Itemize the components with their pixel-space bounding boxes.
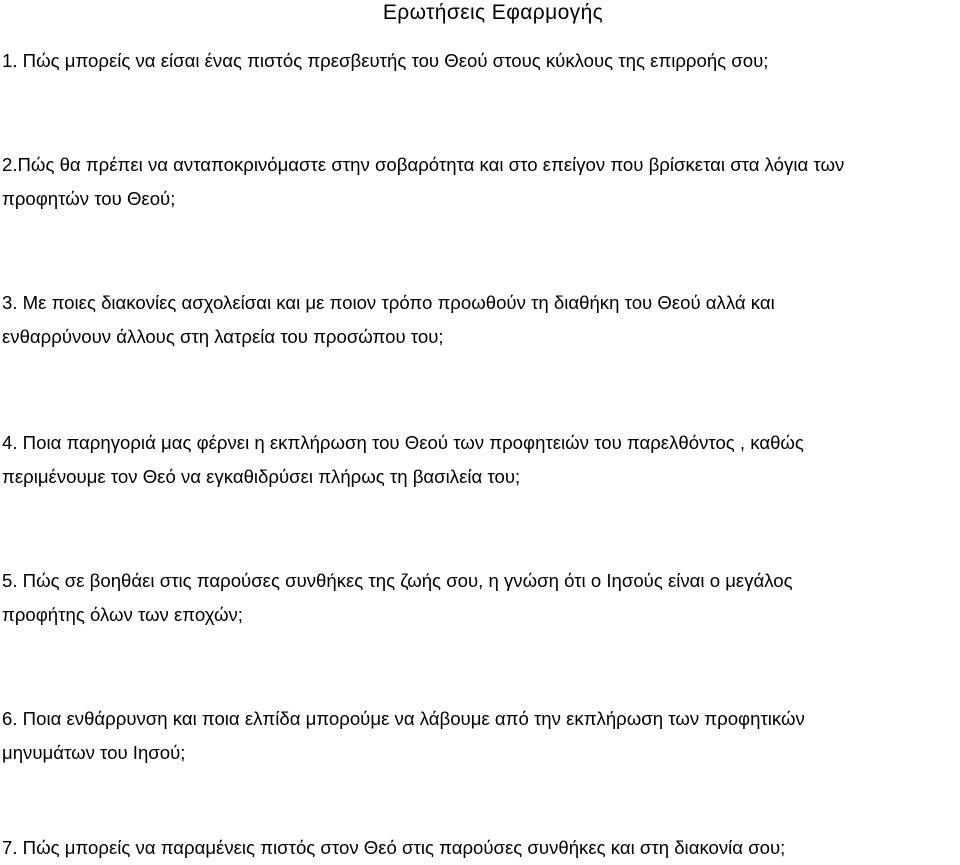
- question-4-line-1: 4. Ποια παρηγοριά μας φέρνει η εκπλήρωση του Θεού των προφητειών του παρελθόντος , καθώς: [2, 432, 804, 453]
- question-3-line-1: 3. Με ποιες διακονίες ασχολείσαι και με ποιον τρόπο προωθούν τη διαθήκη του Θεού αλλά και: [2, 292, 775, 313]
- question-4: [2, 426, 952, 494]
- question-3-line-2: ενθαρρύνουν άλλους στη λατρεία του προσώπου του;: [2, 326, 444, 347]
- question-3: [2, 286, 952, 354]
- question-6-line-1: 6. Ποια ενθάρρυνση και ποια ελπίδα μπορούμε να λάβουμε από την εκπλήρωση των προφητικών: [2, 708, 805, 729]
- question-5-line-1: 5. Πώς σε βοηθάει στις παρούσες συνθήκες της ζωής σου, η γνώση ότι ο Ιησούς είναι ο μεγάλος: [2, 570, 793, 591]
- question-2-line-1: 2.Πώς θα πρέπει να ανταποκρινόμαστε στην σοβαρότητα και στο επείγον που βρίσκεται στα λόγια των: [2, 154, 845, 175]
- question-2-line-2: προφητών του Θεού;: [2, 188, 176, 209]
- question-1: [2, 44, 952, 78]
- question-5-line-2: προφήτης όλων των εποχών;: [2, 604, 243, 625]
- question-5: [2, 564, 952, 632]
- question-7: [2, 831, 952, 865]
- question-1-line-1: 1. Πώς μπορείς να είσαι ένας πιστός πρεσβευτής του Θεού στους κύκλους της επιρροής σου;: [2, 50, 769, 71]
- question-6-line-2: μηνυμάτων του Ιησού;: [2, 742, 186, 763]
- page-title: Ερωτήσεις Εφαρμογής: [382, 1, 604, 24]
- question-6: [2, 702, 952, 770]
- question-7-line-1: 7. Πώς μπορείς να παραμένεις πιστός στον Θεό στις παρούσες συνθήκες και στη διακονία σου;: [2, 837, 786, 858]
- question-2: [2, 148, 952, 216]
- question-4-line-2: περιμένουμε τον Θεό να εγκαθιδρύσει πλήρως τη βασιλεία του;: [2, 466, 521, 487]
